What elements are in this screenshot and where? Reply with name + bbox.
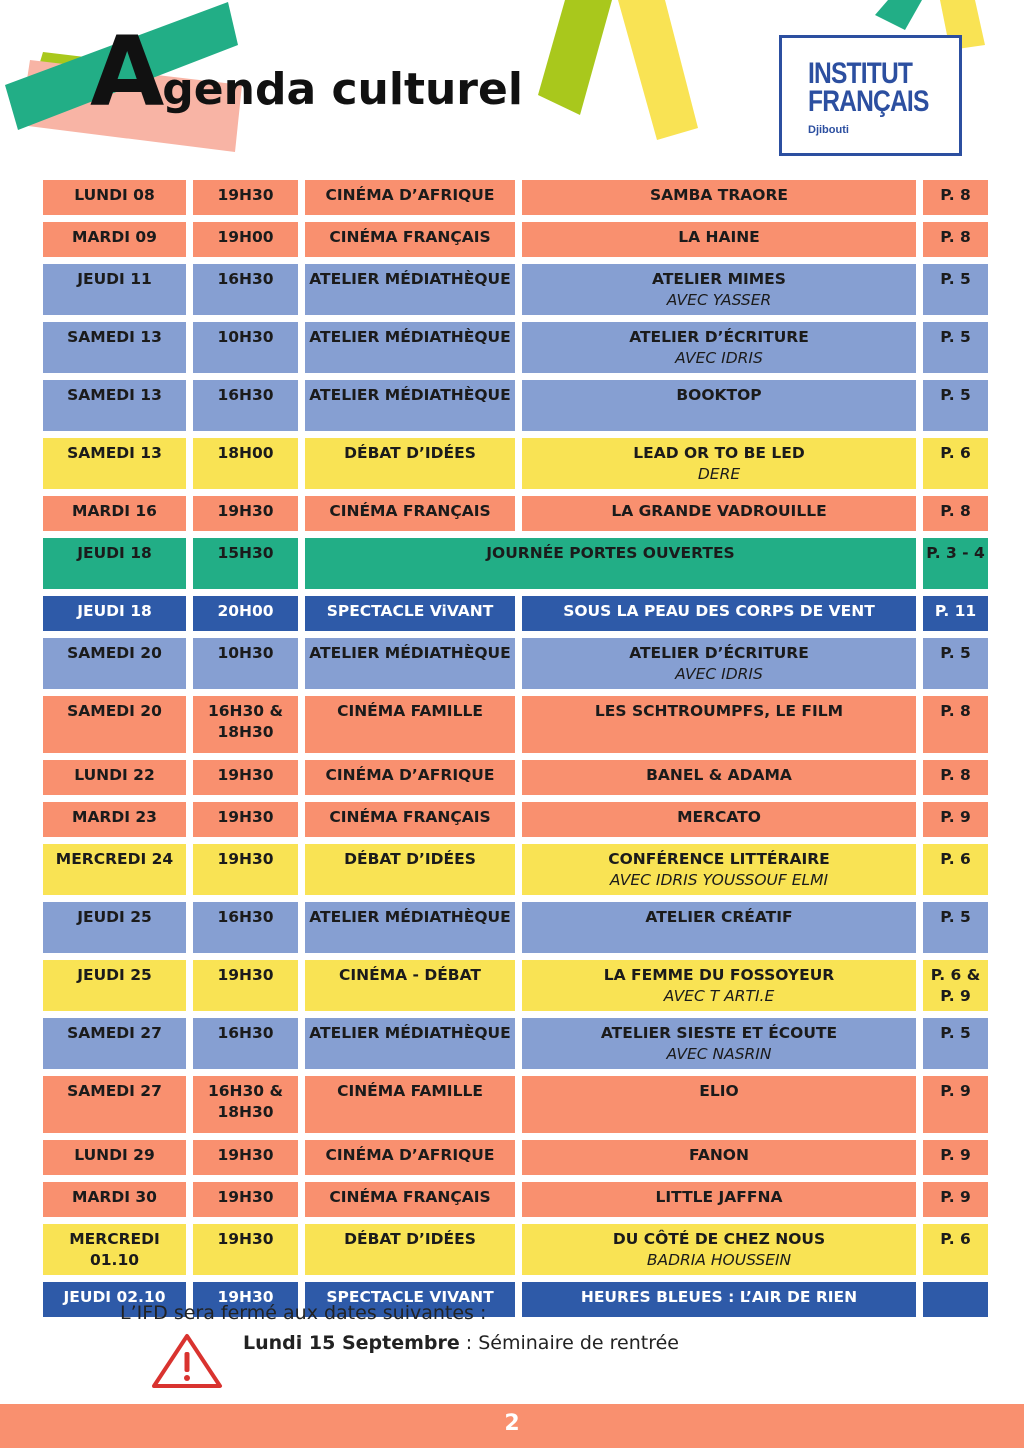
time-cell: 19H00 xyxy=(193,222,298,257)
page-cell: P. 5 xyxy=(923,322,988,373)
top-center-decoration xyxy=(538,0,698,140)
category-cell: CINÉMA D’AFRIQUE xyxy=(305,760,515,795)
category-cell: DÉBAT D’IDÉES xyxy=(305,438,515,489)
page-cell: P. 5 xyxy=(923,1018,988,1069)
event-cell xyxy=(522,322,916,373)
time-cell: 19H30 xyxy=(193,496,298,531)
event-cell xyxy=(522,1282,916,1317)
page-cell: P. 8 xyxy=(923,222,988,257)
event-subtitle: AVEC T ARTI.E xyxy=(663,987,775,1005)
closure-date: Lundi 15 Septembre xyxy=(243,1332,460,1354)
page-cell: P. 9 xyxy=(923,1182,988,1217)
event-cell xyxy=(522,1076,916,1133)
page-cell: P. 9 xyxy=(923,1076,988,1133)
category-cell: CINÉMA FAMILLE xyxy=(305,696,515,753)
time-cell: 19H30 xyxy=(193,1224,298,1275)
page-title xyxy=(90,16,523,128)
agenda-row xyxy=(43,1140,988,1175)
time-cell: 18H00 xyxy=(193,438,298,489)
event-subtitle: AVEC NASRIN xyxy=(666,1045,772,1063)
date-cell: LUNDI 08 xyxy=(43,180,186,215)
date-cell: SAMEDI 27 xyxy=(43,1076,186,1133)
agenda-row xyxy=(43,438,988,489)
event-title: SOUS LA PEAU DES CORPS DE VENT xyxy=(563,602,875,620)
event-title: FANON xyxy=(689,1146,749,1164)
event-cell xyxy=(522,696,916,753)
date-cell: LUNDI 29 xyxy=(43,1140,186,1175)
page-cell: P. 5 xyxy=(923,638,988,689)
time-cell: 10H30 xyxy=(193,322,298,373)
page-number: 2 xyxy=(504,1411,520,1436)
category-cell: CINÉMA - DÉBAT xyxy=(305,960,515,1011)
event-title: MERCATO xyxy=(677,808,761,826)
logo-line-1: INSTITUT xyxy=(808,57,913,90)
time-cell: 20H00 xyxy=(193,596,298,631)
agenda-row xyxy=(43,1224,988,1275)
agenda-row xyxy=(43,960,988,1011)
category-cell: CINÉMA D’AFRIQUE xyxy=(305,1140,515,1175)
time-cell: 19H30 xyxy=(193,1140,298,1175)
event-cell xyxy=(522,1182,916,1217)
category-cell: CINÉMA FRANÇAIS xyxy=(305,496,515,531)
closure-item xyxy=(243,1332,679,1354)
agenda-row xyxy=(43,496,988,531)
event-title: ELIO xyxy=(699,1082,739,1100)
page-cell xyxy=(923,1282,988,1317)
event-title: ATELIER D’ÉCRITURE xyxy=(629,644,809,662)
agenda-row xyxy=(43,1182,988,1217)
event-title: LITTLE JAFFNA xyxy=(655,1188,783,1206)
page-cell: P. 6 xyxy=(923,438,988,489)
time-cell: 16H30 & 18H30 xyxy=(193,696,298,753)
category-cell: DÉBAT D’IDÉES xyxy=(305,1224,515,1275)
date-cell: SAMEDI 13 xyxy=(43,380,186,431)
agenda-row xyxy=(43,222,988,257)
agenda-row xyxy=(43,264,988,315)
date-cell: SAMEDI 27 xyxy=(43,1018,186,1069)
time-cell: 16H30 xyxy=(193,264,298,315)
event-subtitle: DERE xyxy=(697,465,741,483)
institut-francais-logo xyxy=(779,35,962,156)
date-cell: JEUDI 25 xyxy=(43,902,186,953)
title-initial: A xyxy=(90,16,161,128)
event-subtitle: AVEC IDRIS YOUSSOUF ELMI xyxy=(609,871,829,889)
category-cell: CINÉMA D’AFRIQUE xyxy=(305,180,515,215)
date-cell: JEUDI 11 xyxy=(43,264,186,315)
event-title: LA HAINE xyxy=(678,228,760,246)
event-title: ATELIER D’ÉCRITURE xyxy=(629,328,809,346)
category-cell: CINÉMA FRANÇAIS xyxy=(305,802,515,837)
agenda-row xyxy=(43,1018,988,1069)
event-title: JOURNÉE PORTES OUVERTES xyxy=(486,544,735,562)
event-cell xyxy=(522,1018,916,1069)
agenda-row xyxy=(43,844,988,895)
category-cell: SPECTACLE VIVANT xyxy=(305,1282,515,1317)
time-cell: 15H30 xyxy=(193,538,298,589)
category-cell: ATELIER MÉDIATHÈQUE xyxy=(305,380,515,431)
agenda-row xyxy=(43,538,988,589)
event-title: BANEL & ADAMA xyxy=(646,766,792,784)
time-cell: 19H30 xyxy=(193,844,298,895)
agenda-row xyxy=(43,638,988,689)
date-cell: SAMEDI 20 xyxy=(43,696,186,753)
date-cell: SAMEDI 13 xyxy=(43,322,186,373)
agenda-row xyxy=(43,760,988,795)
event-cell xyxy=(522,960,916,1011)
event-cell xyxy=(522,596,916,631)
time-cell: 19H30 xyxy=(193,760,298,795)
page-cell: P. 6 xyxy=(923,1224,988,1275)
closure-notice: L’IFD sera fermé aux dates suivantes : xyxy=(120,1302,487,1324)
date-cell: LUNDI 22 xyxy=(43,760,186,795)
category-cell: CINÉMA FAMILLE xyxy=(305,1076,515,1133)
page-cell: P. 8 xyxy=(923,760,988,795)
page-cell: P. 6 & P. 9 xyxy=(923,960,988,1011)
event-subtitle: AVEC YASSER xyxy=(666,291,772,309)
agenda-row xyxy=(43,802,988,837)
event-cell xyxy=(522,1140,916,1175)
page-cell: P. 8 xyxy=(923,496,988,531)
event-title: SAMBA TRAORE xyxy=(650,186,788,204)
date-cell: JEUDI 18 xyxy=(43,596,186,631)
event-title: CONFÉRENCE LITTÉRAIRE xyxy=(608,850,830,868)
page-cell: P. 6 xyxy=(923,844,988,895)
event-subtitle: AVEC IDRIS xyxy=(675,349,763,367)
time-cell: 16H30 xyxy=(193,902,298,953)
category-cell: CINÉMA FRANÇAIS xyxy=(305,1182,515,1217)
event-title: LA FEMME DU FOSSOYEUR xyxy=(603,966,835,984)
agenda-table xyxy=(43,180,988,1324)
page-cell: P. 5 xyxy=(923,264,988,315)
time-cell: 19H30 xyxy=(193,1182,298,1217)
page-cell: P. 9 xyxy=(923,1140,988,1175)
event-title: LES SCHTROUMPFS, LE FILM xyxy=(594,702,844,720)
time-cell: 19H30 xyxy=(193,802,298,837)
date-cell: JEUDI 02.10 xyxy=(43,1282,186,1317)
page-footer xyxy=(0,1404,1024,1448)
time-cell: 19H30 xyxy=(193,1282,298,1317)
event-cell xyxy=(522,380,916,431)
time-cell: 19H30 xyxy=(193,960,298,1011)
page-cell: P. 3 - 4 xyxy=(923,538,988,589)
category-cell: ATELIER MÉDIATHÈQUE xyxy=(305,1018,515,1069)
agenda-row xyxy=(43,380,988,431)
event-cell xyxy=(522,222,916,257)
category-cell: SPECTACLE ViVANT xyxy=(305,596,515,631)
event-title: ATELIER SIESTE ET ÉCOUTE xyxy=(600,1024,838,1042)
event-cell xyxy=(522,264,916,315)
logo-line-2: FRANÇAIS xyxy=(808,85,929,118)
page-cell: P. 5 xyxy=(923,380,988,431)
category-cell: ATELIER MÉDIATHÈQUE xyxy=(305,902,515,953)
title-text: genda culturel xyxy=(162,64,523,115)
category-cell: ATELIER MÉDIATHÈQUE xyxy=(305,264,515,315)
event-cell xyxy=(522,496,916,531)
category-cell: DÉBAT D’IDÉES xyxy=(305,844,515,895)
agenda-row xyxy=(43,902,988,953)
agenda-row xyxy=(43,322,988,373)
event-cell xyxy=(522,638,916,689)
category-cell: ATELIER MÉDIATHÈQUE xyxy=(305,638,515,689)
time-cell: 10H30 xyxy=(193,638,298,689)
date-cell: JEUDI 18 xyxy=(43,538,186,589)
event-cell xyxy=(305,538,916,589)
page-cell: P. 11 xyxy=(923,596,988,631)
time-cell: 19H30 xyxy=(193,180,298,215)
event-title: DU CÔTÉ DE CHEZ NOUS xyxy=(612,1230,826,1248)
agenda-row xyxy=(43,596,988,631)
event-title: BOOKTOP xyxy=(676,386,762,404)
date-cell: MARDI 09 xyxy=(43,222,186,257)
event-title: LEAD OR TO BE LED xyxy=(633,444,805,462)
date-cell: SAMEDI 13 xyxy=(43,438,186,489)
agenda-row xyxy=(43,180,988,215)
closure-reason: : Séminaire de rentrée xyxy=(459,1332,679,1354)
category-cell: ATELIER MÉDIATHÈQUE xyxy=(305,322,515,373)
event-cell xyxy=(522,844,916,895)
time-cell: 16H30 & 18H30 xyxy=(193,1076,298,1133)
event-title: HEURES BLEUES : L’AIR DE RIEN xyxy=(580,1288,858,1306)
date-cell: MERCREDI 01.10 xyxy=(43,1224,186,1275)
time-cell: 16H30 xyxy=(193,1018,298,1069)
event-cell xyxy=(522,760,916,795)
date-cell: MARDI 16 xyxy=(43,496,186,531)
event-cell xyxy=(522,180,916,215)
date-cell: SAMEDI 20 xyxy=(43,638,186,689)
agenda-row xyxy=(43,1076,988,1133)
event-subtitle: BADRIA HOUSSEIN xyxy=(646,1251,792,1269)
category-cell: CINÉMA FRANÇAIS xyxy=(305,222,515,257)
date-cell: MARDI 30 xyxy=(43,1182,186,1217)
event-title: ATELIER MIMES xyxy=(652,270,786,288)
event-cell xyxy=(522,1224,916,1275)
warning-icon xyxy=(150,1332,224,1390)
page-cell: P. 8 xyxy=(923,180,988,215)
date-cell: MARDI 23 xyxy=(43,802,186,837)
time-cell: 16H30 xyxy=(193,380,298,431)
event-cell xyxy=(522,802,916,837)
event-cell xyxy=(522,902,916,953)
event-subtitle: AVEC IDRIS xyxy=(675,665,763,683)
event-title: ATELIER CRÉATIF xyxy=(645,908,793,926)
agenda-row xyxy=(43,696,988,753)
event-title: LA GRANDE VADROUILLE xyxy=(611,502,827,520)
page-cell: P. 9 xyxy=(923,802,988,837)
page-cell: P. 8 xyxy=(923,696,988,753)
logo-subtitle: Djibouti xyxy=(808,124,849,136)
date-cell: MERCREDI 24 xyxy=(43,844,186,895)
page-cell: P. 5 xyxy=(923,902,988,953)
date-cell: JEUDI 25 xyxy=(43,960,186,1011)
event-cell xyxy=(522,438,916,489)
